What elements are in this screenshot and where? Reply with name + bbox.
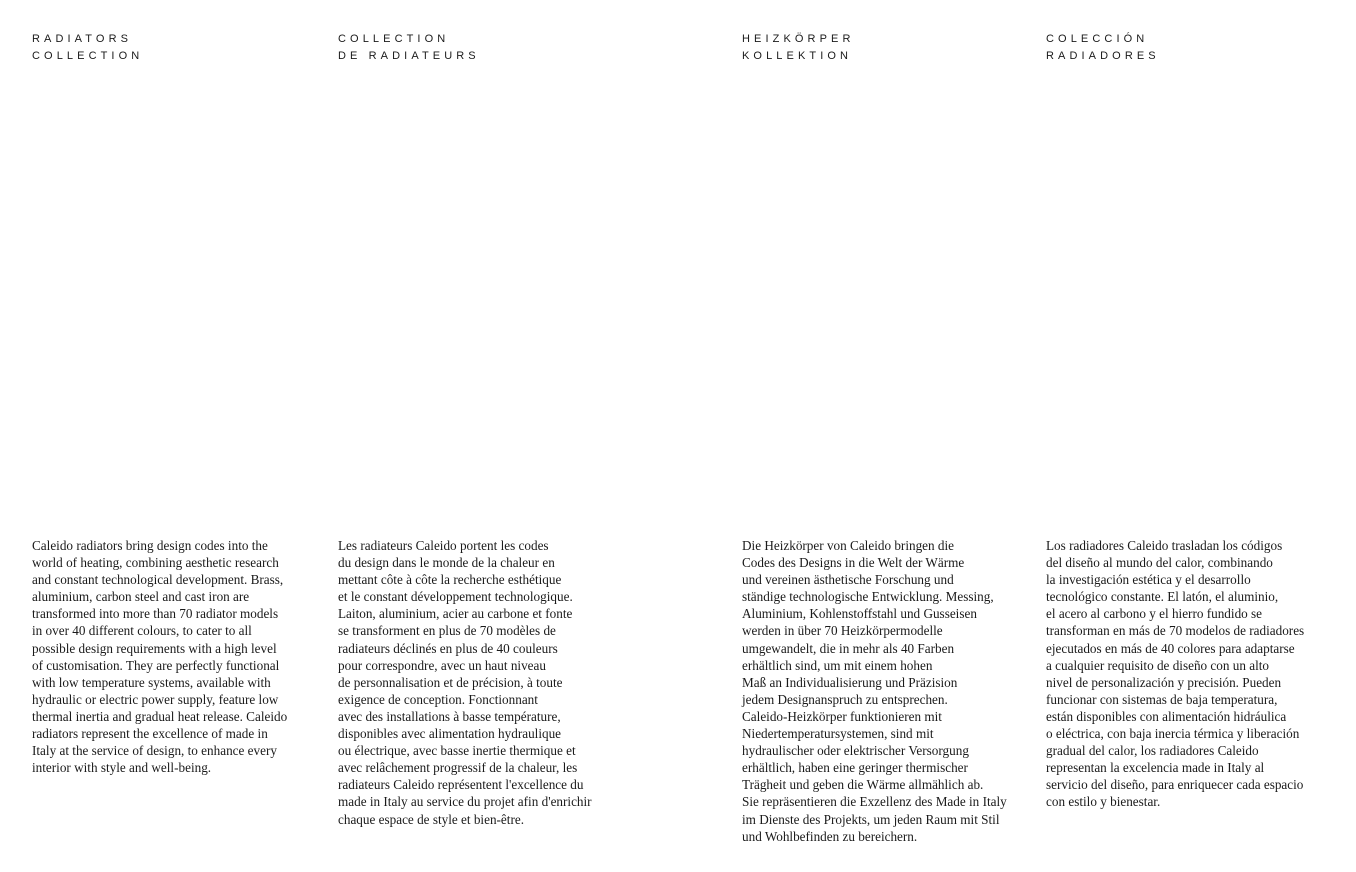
- body-line: werden in über 70 Heizkörpermodelle: [742, 623, 943, 639]
- body-line: Maß an Individualisierung und Präzision: [742, 674, 958, 690]
- body-line: radiateurs déclinés en plus de 40 couleurs: [338, 640, 558, 656]
- body-line: Sie repräsentieren die Exzellenz des Made in Italy: [742, 794, 1007, 810]
- body-line: umgewandelt, die in mehr als 40 Farben: [742, 640, 955, 656]
- body-line: jedem Designanspruch zu entsprechen.: [742, 691, 948, 707]
- body-line: pour correspondre, avec un haut niveau: [338, 657, 546, 673]
- body-line: la investigación estética y el desarrollo: [1046, 572, 1251, 588]
- body-line: in over 40 different colours, to cater to all: [32, 623, 252, 639]
- body-line: nivel de personalización y precisión. Pueden: [1046, 674, 1282, 690]
- body-line: Los radiadores Caleido trasladan los códigos: [1046, 538, 1283, 553]
- body-line: and constant technological development. Brass,: [32, 572, 284, 588]
- heading-line: COLLECTION: [32, 50, 144, 62]
- body-line: chaque espace de style et bien-être.: [338, 811, 524, 827]
- heading-line: RADIADORES: [1046, 50, 1160, 62]
- heading-german: [742, 31, 855, 65]
- body-line: se transforment en plus de 70 modèles de: [338, 623, 556, 639]
- body-line: radiateurs Caleido représentent l'excellence du: [338, 777, 584, 793]
- body-line: Caleido radiators bring design codes into the: [32, 538, 268, 553]
- body-line: im Dienste des Projekts, um jeden Raum mit Stil: [742, 811, 1000, 827]
- body-line: disponibles avec alimentation hydraulique: [338, 726, 562, 742]
- body-line: con estilo y bienestar.: [1046, 794, 1161, 810]
- body-line: avec relâchement progressif de la chaleur, les: [338, 760, 578, 776]
- body-line: radiators represent the excellence of made in: [32, 726, 268, 742]
- body-line: hydraulischer oder elektrischer Versorgung: [742, 743, 969, 759]
- heading-spanish: [1046, 31, 1160, 65]
- body-line: funcionar con sistemas de baja temperatura,: [1046, 691, 1278, 707]
- body-line: tecnológico constante. El latón, el aluminio,: [1046, 589, 1279, 605]
- body-french: [338, 537, 592, 828]
- body-line: with low temperature systems, available with: [32, 674, 271, 690]
- heading-english: [32, 31, 143, 65]
- body-line: et le constant développement technologique.: [338, 589, 573, 605]
- body-line: del diseño al mundo del calor, combinando: [1046, 555, 1273, 571]
- body-line: ständige technologische Entwicklung. Messing,: [742, 589, 994, 605]
- body-line: a cualquier requisito de diseño con un alto: [1046, 657, 1270, 673]
- heading-line: COLECCIÓN: [1046, 33, 1149, 45]
- body-line: ejecutados en más de 40 colores para adaptarse: [1046, 640, 1295, 656]
- heading-line: DE RADIATEURS: [338, 50, 480, 62]
- body-line: interior with style and well-being.: [32, 760, 212, 776]
- body-line: representan la excelencia made in Italy al: [1046, 760, 1265, 776]
- body-line: und vereinen ästhetische Forschung und: [742, 572, 954, 588]
- body-line: erhältlich, haben eine geringer thermischer: [742, 760, 968, 776]
- body-line: Niedertemperatursystemen, sind mit: [742, 726, 934, 742]
- body-line: possible design requirements with a high level: [32, 640, 277, 656]
- heading-line: RADIATORS: [32, 33, 133, 45]
- body-line: ou électrique, avec basse inertie thermique et: [338, 743, 576, 759]
- body-line: están disponibles con alimentación hidráulica: [1046, 708, 1287, 724]
- body-line: avec des installations à basse température,: [338, 708, 561, 724]
- heading-line: COLLECTION: [338, 33, 450, 45]
- body-line: thermal inertia and gradual heat release. Caleido: [32, 708, 288, 724]
- body-line: du design dans le monde de la chaleur en: [338, 555, 555, 571]
- body-line: Aluminium, Kohlenstoffstahl und Gusseisen: [742, 606, 977, 622]
- body-line: transforman en más de 70 modelos de radiadores: [1046, 623, 1305, 639]
- body-line: hydraulic or electric power supply, feature low: [32, 691, 279, 707]
- body-line: Caleido-Heizkörper funktionieren mit: [742, 708, 942, 724]
- body-line: servicio del diseño, para enriquecer cada espacio: [1046, 777, 1304, 793]
- heading-line: HEIZKÖRPER: [742, 33, 855, 45]
- body-line: gradual del calor, los radiadores Caleido: [1046, 743, 1259, 759]
- body-spanish: [1046, 537, 1304, 811]
- body-line: made in Italy au service du projet afin d'enrichir: [338, 794, 592, 810]
- body-line: el acero al carbono y el hierro fundido se: [1046, 606, 1263, 622]
- body-line: Les radiateurs Caleido portent les codes: [338, 538, 549, 553]
- body-line: Codes des Designs in die Welt der Wärme: [742, 555, 965, 571]
- body-english: [32, 537, 287, 776]
- body-line: und Wohlbefinden zu bereichern.: [742, 828, 918, 844]
- body-line: de personnalisation et de précision, à toute: [338, 674, 563, 690]
- body-german: [742, 537, 1007, 845]
- heading-line: KOLLEKTION: [742, 50, 853, 62]
- heading-french: [338, 31, 480, 65]
- body-line: Trägheit und geben die Wärme allmählich ab.: [742, 777, 984, 793]
- body-line: Die Heizkörper von Caleido bringen die: [742, 538, 955, 553]
- body-line: Laiton, aluminium, acier au carbone et fonte: [338, 606, 573, 622]
- body-line: Italy at the service of design, to enhance every: [32, 743, 277, 759]
- body-line: erhältlich sind, um mit einem hohen: [742, 657, 933, 673]
- body-line: world of heating, combining aesthetic research: [32, 555, 279, 571]
- body-line: transformed into more than 70 radiator models: [32, 606, 279, 622]
- body-line: o eléctrica, con baja inercia térmica y liberación: [1046, 726, 1300, 742]
- body-line: exigence de conception. Fonctionnant: [338, 691, 538, 707]
- body-line: aluminium, carbon steel and cast iron are: [32, 589, 250, 605]
- body-line: mettant côte à côte la recherche esthétique: [338, 572, 562, 588]
- body-line: of customisation. They are perfectly functional: [32, 657, 280, 673]
